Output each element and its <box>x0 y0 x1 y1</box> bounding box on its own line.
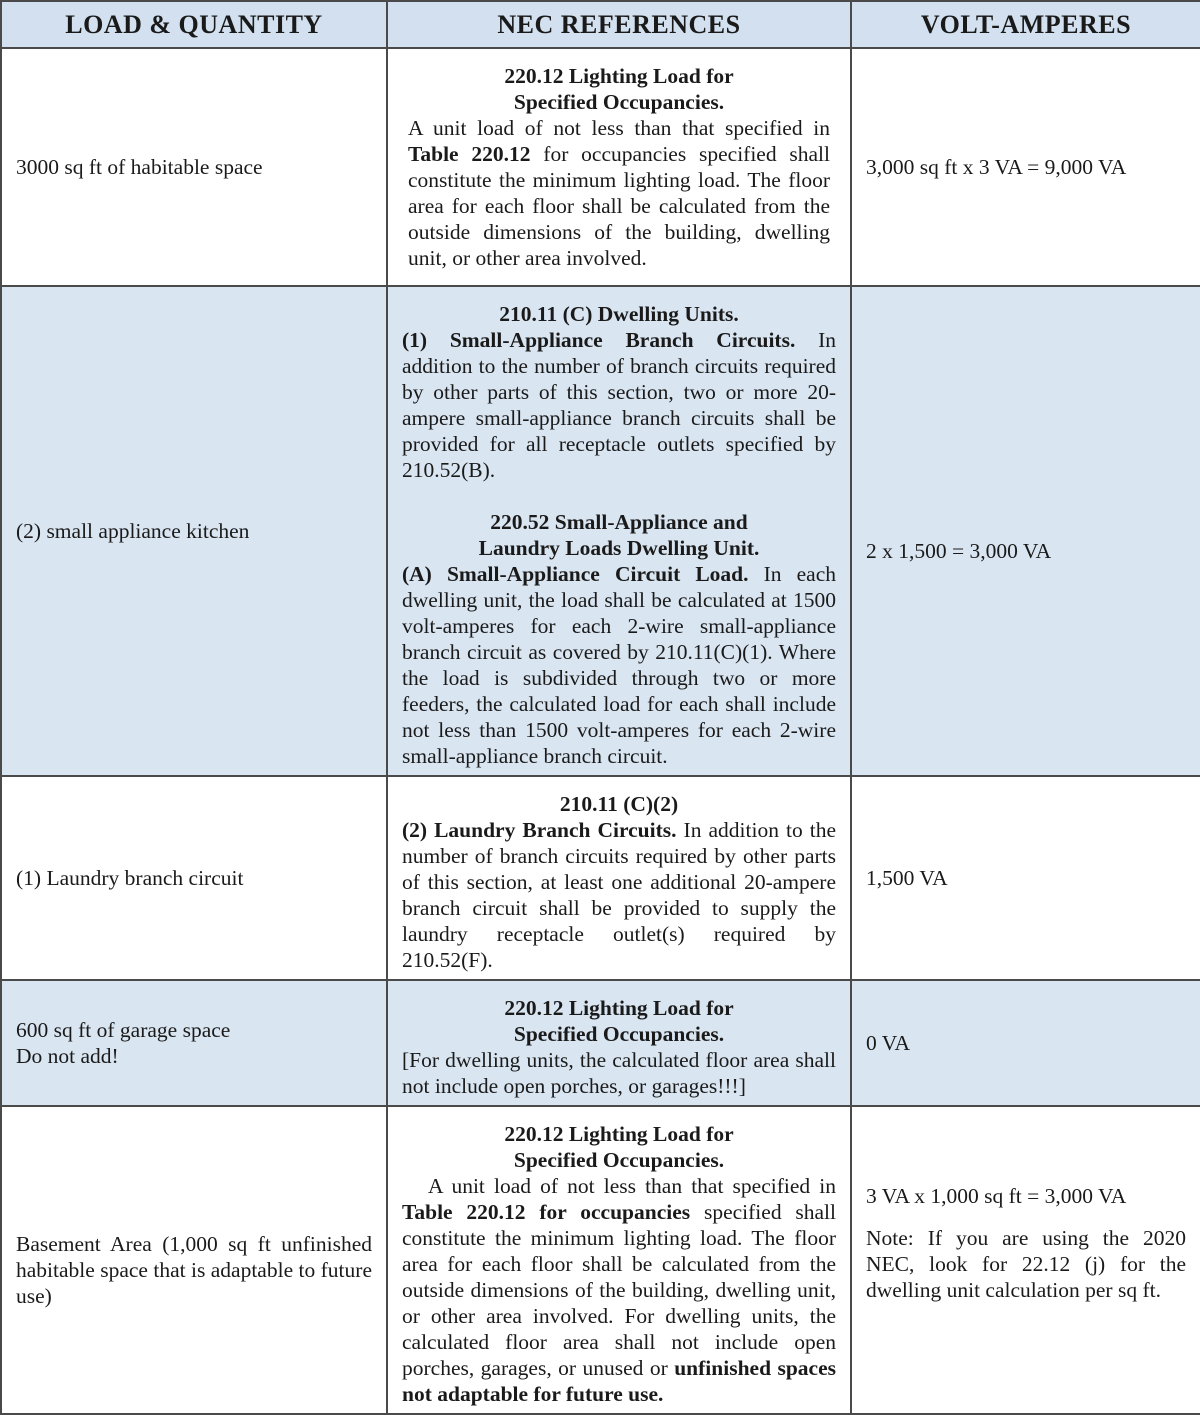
load-cell: (1) Laundry branch circuit <box>1 776 387 980</box>
table-row-small-appliance <box>1 286 1200 776</box>
load-cell: Basement Area (1,000 sq ft unfinished habitable space that is adaptable to future use) <box>1 1106 387 1414</box>
nec-text-part: specified shall constitute the minimum lighting load. The floor area for each floor shall be calculated from the outside dimensions of the building, dwelling unit, or other area involved. For dwelling units, the calculated floor area shall not include open porches, garages, or unused or <box>402 1200 836 1380</box>
header-volt-amperes: VOLT-AMPERES <box>851 1 1200 48</box>
nec-text-part: In addition to the number of branch circuits required by other parts of this section, at least one additional 20-ampere branch circuit shall be provided to supply the laundry receptacle outlet(s) required by 210.52(F). <box>402 818 836 972</box>
nec-text-part: A unit load of not less than that specified in <box>428 1174 836 1198</box>
nec-text-bold: Table 220.12 <box>408 142 531 166</box>
load-cell <box>1 980 387 1106</box>
header-nec-references: NEC REFERENCES <box>387 1 851 48</box>
table-row-habitable-space <box>1 48 1200 286</box>
nec-text-bold: unfinished spaces not adaptable for future use. <box>402 1356 836 1406</box>
load-cell: 3000 sq ft of habitable space <box>1 48 387 286</box>
nec-text-bold: Table 220.12 for occupancies <box>402 1200 691 1224</box>
nec-title: 220.52 Small-Appliance and <box>490 510 748 534</box>
va-value: 3 VA x 1,000 sq ft = 3,000 VA <box>866 1184 1127 1208</box>
nec-cell <box>387 286 851 776</box>
load-warning: Do not add! <box>16 1044 119 1068</box>
header-load-quantity: LOAD & QUANTITY <box>1 1 387 48</box>
nec-cell <box>387 980 851 1106</box>
nec-text-bold: (A) Small-Appliance Circuit Load. <box>402 562 749 586</box>
nec-text <box>402 327 836 483</box>
va-cell <box>851 1106 1200 1414</box>
nec-text <box>402 817 836 973</box>
nec-text-part: In addition to the number of branch circuits required by other parts of this section, two or more 20-ampere small-appliance branch circuits shall be provided for all receptacle outlets specified by 210.52(B). <box>402 328 836 482</box>
nec-text-part: for occupancies specified shall constitute the minimum lighting load. The floor area for each floor shall be calculated from the outside dimensions of the building, dwelling unit, or other area involved. <box>408 142 830 270</box>
nec-title: 210.11 (C) Dwelling Units. <box>499 302 739 326</box>
load-text: 600 sq ft of garage space <box>16 1018 231 1042</box>
nec-title: 220.12 Lighting Load for <box>504 1122 734 1146</box>
va-cell: 0 VA <box>851 980 1200 1106</box>
nec-title: Specified Occupancies. <box>513 1148 725 1172</box>
va-cell: 1,500 VA <box>851 776 1200 980</box>
table-row-laundry <box>1 776 1200 980</box>
nec-text-bold: (2) Laundry Branch Circuits. <box>402 818 677 842</box>
nec-text-bold: (1) Small-Appliance Branch Circuits. <box>402 328 796 352</box>
nec-title: 220.12 Lighting Load for <box>504 64 734 88</box>
va-cell: 3,000 sq ft x 3 VA = 9,000 VA <box>851 48 1200 286</box>
nec-text: [For dwelling units, the calculated floor area shall not include open porches, or garages!!!] <box>402 1048 836 1098</box>
nec-cell <box>387 1106 851 1414</box>
nec-title: 210.11 (C)(2) <box>559 792 679 816</box>
nec-title: Specified Occupancies. <box>513 90 725 114</box>
nec-text <box>402 561 836 769</box>
nec-title: Specified Occupancies. <box>513 1022 725 1046</box>
nec-text-part: A unit load of not less than that specified in <box>408 116 830 140</box>
nec-title: 220.12 Lighting Load for <box>504 996 734 1020</box>
nec-cell <box>387 776 851 980</box>
table-row-garage <box>1 980 1200 1106</box>
nec-cell <box>387 48 851 286</box>
va-cell: 2 x 1,500 = 3,000 VA <box>851 286 1200 776</box>
nec-text <box>408 115 830 271</box>
header-row <box>1 1 1200 48</box>
nec-text <box>402 1173 836 1407</box>
va-note: Note: If you are using the 2020 NEC, look for 22.12 (j) for the dwelling unit calculation per sq ft. <box>866 1226 1186 1302</box>
load-cell: (2) small appliance kitchen <box>1 286 387 776</box>
table-row-basement <box>1 1106 1200 1414</box>
nec-title: Laundry Loads Dwelling Unit. <box>478 536 760 560</box>
nec-text-part: In each dwelling unit, the load shall be calculated at 1500 volt-amperes for each 2-wire small-appliance branch circuit as covered by 210.11(C)(1). Where the load is subdivided through two or more feeders, the calculated load for each shall include not less than 1500 volt-amperes for each 2-wire small-appliance branch circuit. <box>402 562 836 768</box>
